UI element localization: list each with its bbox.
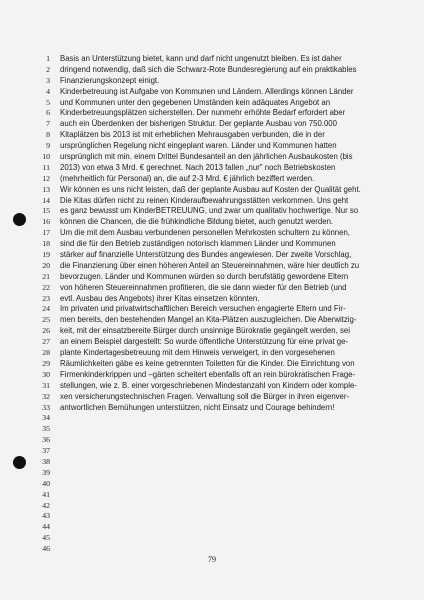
line-number: 26 <box>42 326 50 336</box>
line-number: 39 <box>42 467 50 477</box>
line-text: keit, mit der einsatzbereite Bürger durch unsinnige Bürokratie gegängelt werden, sei <box>60 326 350 336</box>
line-number: 23 <box>42 293 50 303</box>
line-text: Kinderbetreuungsplätzen sicherstellen. Der nunmehr erhöhte Bedarf erfordert aber <box>60 108 346 118</box>
line-number: 32 <box>42 391 50 401</box>
text-line <box>30 315 410 326</box>
line-number: 4 <box>46 86 50 96</box>
line-number: 17 <box>42 228 50 238</box>
line-number: 6 <box>46 108 50 118</box>
line-text: Die Kitas dürfen nicht zu reinen Kinderaufbewahrungsstätten verkommen. Uns geht <box>60 195 349 205</box>
text-line <box>30 283 410 294</box>
text-line <box>30 119 410 130</box>
text-line <box>30 424 410 435</box>
line-text: an einem Beispiel dargestellt: So wurde öffentliche Unterstützung für eine privat ge- <box>60 337 349 347</box>
line-number: 22 <box>42 282 50 292</box>
line-number: 5 <box>46 97 50 107</box>
line-text: Kitaplätzen bis 2013 ist mit erheblichen Mehrausgaben verbunden, die in der <box>60 130 325 140</box>
line-text: (mehrheitlich für Personal) an, die auf 2-3 Mrd. € jährlich beziffert werden. <box>60 173 315 183</box>
text-line <box>30 468 410 479</box>
line-number: 10 <box>42 152 50 162</box>
line-number: 18 <box>42 239 50 249</box>
text-line <box>30 108 410 119</box>
line-number: 16 <box>42 217 50 227</box>
line-text: bevorzugen. Länder und Kommunen würden so durch berufstätig gewordene Eltern <box>60 271 349 281</box>
line-number: 43 <box>42 511 50 521</box>
line-number: 7 <box>46 119 50 129</box>
text-line <box>30 337 410 348</box>
text-line <box>30 435 410 446</box>
line-text: xen versicherungstechnischen Fragen. Verwaltung soll die Bürger in ihren eigenver- <box>60 391 350 401</box>
line-number: 31 <box>42 380 50 390</box>
text-line <box>30 185 410 196</box>
text-line <box>30 65 410 76</box>
line-text: Firmenkinderkrippen und –gärten scheitert ebenfalls oft an rein bürokratischen Frage- <box>60 369 356 379</box>
line-text: können die Chancen, die die frühkindliche Bildung bietet, auch genutzt werden. <box>60 217 334 227</box>
line-text: von höheren Steuereinnahmen profitieren, die sie dann wieder für den Betrieb (und <box>60 282 347 292</box>
line-number: 19 <box>42 250 50 260</box>
line-number: 29 <box>42 358 50 368</box>
line-number: 33 <box>42 402 50 412</box>
text-line <box>30 304 410 315</box>
text-line <box>30 511 410 522</box>
text-line <box>30 479 410 490</box>
text-line <box>30 239 410 250</box>
text-line <box>30 87 410 98</box>
text-line <box>30 130 410 141</box>
text-line <box>30 163 410 174</box>
line-number: 35 <box>42 424 50 434</box>
line-number: 3 <box>46 75 50 85</box>
text-line <box>30 326 410 337</box>
text-line <box>30 196 410 207</box>
line-text: Finanzierungskonzept einigt. <box>60 75 160 85</box>
text-line <box>30 359 410 370</box>
text-line <box>30 250 410 261</box>
page-number: 79 <box>208 555 216 564</box>
line-number: 9 <box>46 141 50 151</box>
text-line <box>30 490 410 501</box>
line-number: 45 <box>42 533 50 543</box>
line-text: dringend notwendig, daß sich die Schwarz-Rote Bundesregierung auf ein praktikables <box>60 64 357 74</box>
text-line <box>30 501 410 512</box>
line-number: 36 <box>42 435 50 445</box>
text-line <box>30 228 410 239</box>
text-line <box>30 141 410 152</box>
text-line <box>30 446 410 457</box>
line-text: Räumlichkeiten gäbe es keine getrennten Toiletten für die Kinder. Die Einrichtung von <box>60 358 355 368</box>
line-text: Um die mit dem Ausbau verbundenen personellen Mehrkosten schultern zu können, <box>60 228 350 238</box>
text-line <box>30 403 410 414</box>
line-number: 46 <box>42 544 50 554</box>
text-line <box>30 348 410 359</box>
line-text: Im privaten und privatwirtschaftlichen Bereich versuchen engagierte Eltern und Fir- <box>60 304 346 314</box>
line-number: 42 <box>42 500 50 510</box>
line-number: 28 <box>42 348 50 358</box>
text-line <box>30 294 410 305</box>
line-text: Basis an Unterstützung bietet, kann und darf nicht ungenutzt bleiben. Es ist daher <box>60 54 342 63</box>
line-text: men bereits, den bestehenden Mangel an Kita-Plätzen auszugleichen. Die Aberwitzig- <box>60 315 357 325</box>
line-number: 13 <box>42 184 50 194</box>
line-number: 15 <box>42 206 50 216</box>
text-line <box>30 174 410 185</box>
numbered-text-lines <box>30 54 410 555</box>
line-number: 41 <box>42 489 50 499</box>
text-line <box>30 76 410 87</box>
text-line <box>30 413 410 424</box>
punch-hole-top <box>13 213 26 226</box>
line-text: stärker auf finanzielle Unterstützung des Bundes angewiesen. Der zweite Vorschlag, <box>60 250 352 260</box>
text-line <box>30 272 410 283</box>
line-text: 2013) von etwa 3 Mrd. € gerechnet. Nach 2013 fallen „nur" noch Betriebskosten <box>60 162 336 172</box>
line-text: Kinderbetreuung ist Aufgabe von Kommunen und Ländern. Allerdings können Länder <box>60 86 354 96</box>
text-line <box>30 533 410 544</box>
line-number: 25 <box>42 315 50 325</box>
line-text: plante Kindertagesbetreuung mit dem Hinweis verweigert, in den vorgesehenen <box>60 348 335 358</box>
line-text: es ganz bewusst um KinderBETREUUNG, und zwar um qualitativ hochwertige. Nur so <box>60 206 359 216</box>
line-number: 24 <box>42 304 50 314</box>
text-line <box>30 522 410 533</box>
line-number: 30 <box>42 369 50 379</box>
text-line <box>30 544 410 555</box>
line-text: auch ein Überdenken der bisherigen Struktur. Der geplante Ausbau von 750.000 <box>60 119 337 129</box>
text-line <box>30 152 410 163</box>
line-text: sind die für den Betrieb zuständigen notorisch klammen Länder und Kommunen <box>60 239 336 249</box>
text-line <box>30 261 410 272</box>
line-number: 40 <box>42 478 50 488</box>
line-text: ursprünglichen Regelung nicht eingeplant waren. Länder und Kommunen hatten <box>60 141 337 151</box>
line-text: die Finanzierung über einen höheren Anteil an Steuereinnahmen, wäre hier deutlich zu <box>60 260 360 270</box>
text-line <box>30 206 410 217</box>
line-number: 12 <box>42 173 50 183</box>
text-line <box>30 54 410 65</box>
line-number: 44 <box>42 522 50 532</box>
line-number: 38 <box>42 456 50 466</box>
line-number: 20 <box>42 260 50 270</box>
line-text: und Kommunen unter den gegebenen Umständen kein adäquates Angebot an <box>60 97 331 107</box>
text-line <box>30 381 410 392</box>
line-number: 2 <box>46 64 50 74</box>
text-line <box>30 392 410 403</box>
line-number: 37 <box>42 446 50 456</box>
text-line <box>30 370 410 381</box>
line-number: 8 <box>46 130 50 140</box>
punch-hole-bottom <box>13 456 26 469</box>
line-number: 1 <box>46 54 50 63</box>
line-text: evtl. Ausbau des Angebots) ihrer Kitas einsetzen könnten. <box>60 293 260 303</box>
line-text: stellungen, wie z. B. einer vorgeschriebenen Mindestanzahl von Kindern oder komple- <box>60 380 357 390</box>
text-line <box>30 457 410 468</box>
line-text: antwortlichen Bemühungen unterstützen, nicht Einsatz und Courage behindern! <box>60 402 335 412</box>
line-text: Wir können es uns nicht leisten, daß der geplante Ausbau auf Kosten der Qualität geht. <box>60 184 361 194</box>
line-text: ursprünglich mit min. einem Drittel Bundesanteil an den jährlichen Ausbaukosten (bis <box>60 152 353 162</box>
line-number: 34 <box>42 413 50 423</box>
text-line <box>30 217 410 228</box>
line-number: 21 <box>42 271 50 281</box>
line-number: 27 <box>42 337 50 347</box>
line-number: 11 <box>42 162 50 172</box>
text-line <box>30 98 410 109</box>
line-number: 14 <box>42 195 50 205</box>
